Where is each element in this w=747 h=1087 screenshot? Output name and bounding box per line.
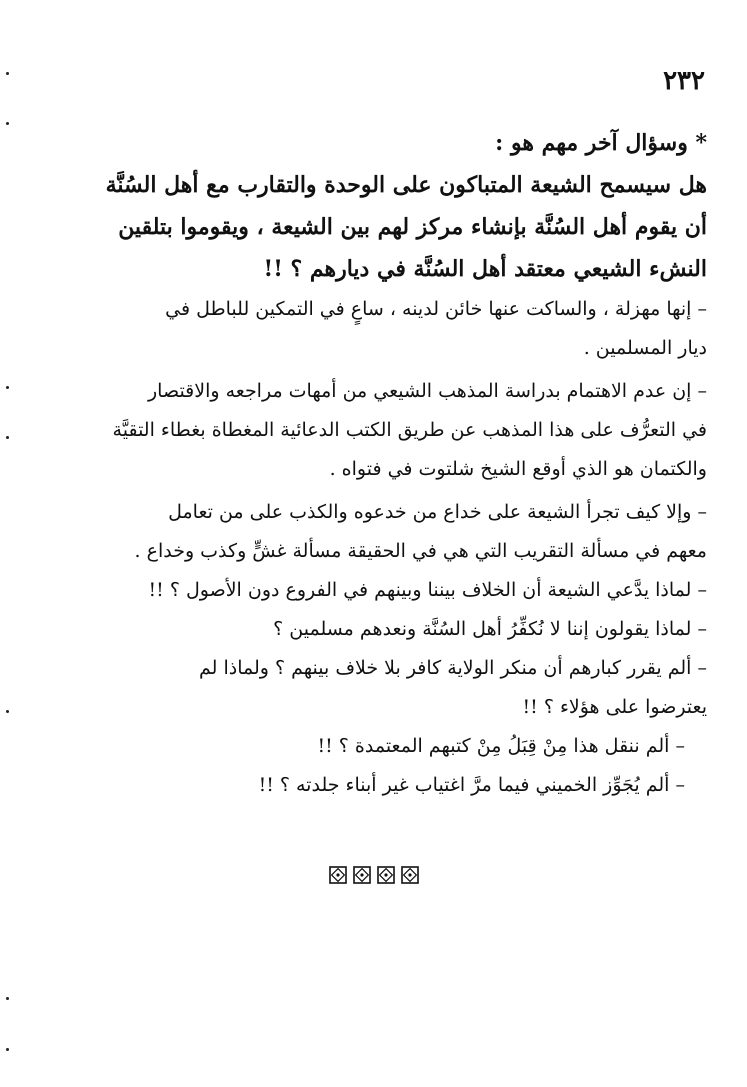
ornament-square-icon (353, 866, 371, 884)
page-number: ٢٣٢ (663, 66, 705, 96)
question-line: النشء الشيعي معتقد أهل السُنَّة في ديارهم ؟ !! (263, 256, 707, 282)
question-paragraph (65, 164, 707, 290)
scan-speck (6, 436, 9, 439)
answer-line: – لماذا يدَّعي الشيعة أن الخلاف بيننا وبينهم في الفروع دون الأصول ؟ !! (148, 579, 707, 601)
ornament-square-icon (329, 866, 347, 884)
answer-line: يعترضوا على هؤلاء ؟ !! (522, 696, 707, 718)
answer-line: والكتمان هو الذي أوقع الشيخ شلتوت في فتواه . (329, 458, 707, 480)
scan-speck (6, 710, 9, 713)
answer-line: – ألم ننقل هذا مِنْ قِبَلُ مِنْ كتبهم المعتمدة ؟ !! (317, 735, 685, 757)
text-block (65, 122, 707, 805)
section-heading: * وسؤال آخر مهم هو : (495, 130, 707, 156)
answer-line: – إن عدم الاهتمام بدراسة المذهب الشيعي من أمهات مراجعه والاقتصار (148, 380, 707, 402)
scan-speck (6, 386, 9, 389)
scan-speck (6, 72, 9, 75)
answer-paragraph (65, 649, 707, 727)
answer-line: في التعرُّف على هذا المذهب عن طريق الكتب الدعائية المغطاة بغطاء التقيَّة (112, 419, 707, 441)
answer-line: – ألم يُجَوِّز الخميني فيما مرَّ اغتياب غير أبناء جلدته ؟ !! (258, 774, 685, 796)
scan-speck (6, 122, 9, 125)
scan-speck (6, 997, 9, 1000)
section-ornaments (0, 866, 747, 884)
answer-line: – لماذا يقولون إننا لا نُكفِّرُ أهل السُنَّة ونعدهم مسلمين ؟ (273, 618, 707, 640)
answer-paragraph (65, 766, 707, 805)
answer-paragraph (65, 571, 707, 610)
answer-line: معهم في مسألة التقريب التي هي في الحقيقة مسألة غشٍّ وكذب وخداع . (134, 540, 707, 562)
ornament-square-icon (401, 866, 419, 884)
answer-line: ديار المسلمين . (583, 337, 707, 359)
question-line: أن يقوم أهل السُنَّة بإنشاء مركز لهم بين الشيعة ، ويقوموا بتلقين (118, 214, 707, 240)
answer-line: – إنها مهزلة ، والساكت عنها خائن لدينه ، ساعٍ في التمكين للباطل في (165, 298, 707, 320)
question-line: هل سيسمح الشيعة المتباكون على الوحدة والتقارب مع أهل السُنَّة (105, 172, 707, 198)
answer-paragraph (65, 372, 707, 489)
scan-speck (6, 1048, 9, 1051)
answer-paragraph (65, 493, 707, 571)
answer-paragraph (65, 610, 707, 649)
answer-line: – وإلا كيف تجرأ الشيعة على خداع من خدعوه والكذب على من تعامل (168, 501, 707, 523)
answer-paragraph (65, 727, 707, 766)
answer-line: – ألم يقرر كبارهم أن منكر الولاية كافر بلا خلاف بينهم ؟ ولماذا لم (199, 657, 707, 679)
ornament-square-icon (377, 866, 395, 884)
answer-paragraph (65, 290, 707, 368)
